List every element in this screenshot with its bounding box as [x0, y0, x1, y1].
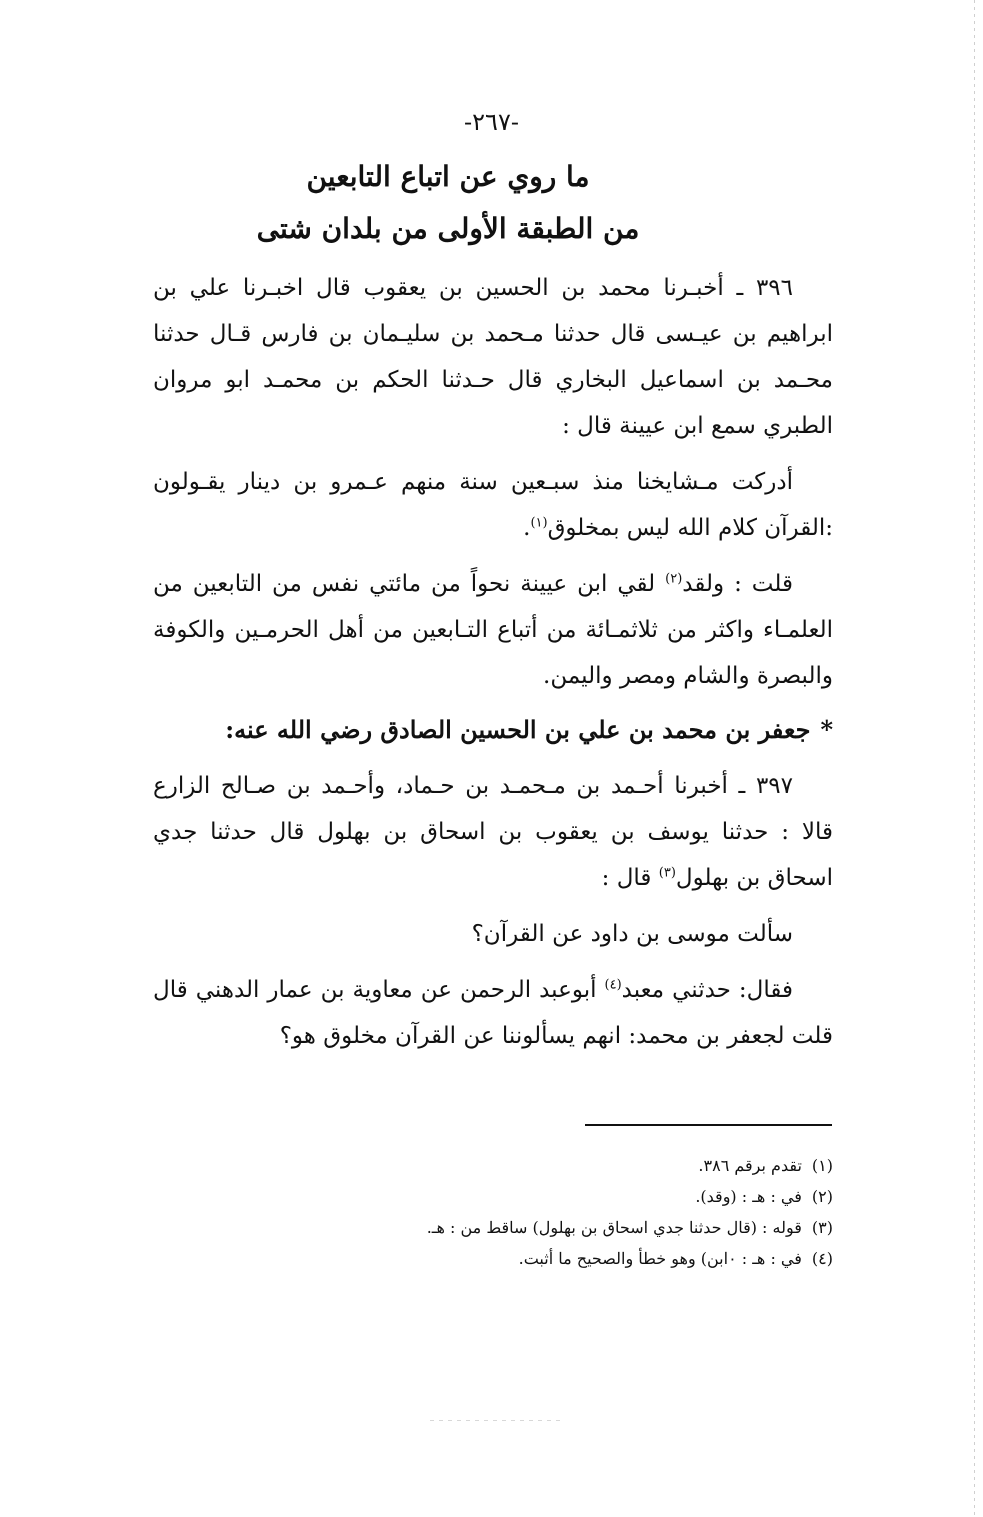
footnote-ref-4: (٤)	[604, 977, 622, 993]
footnote-ref-1: (١)	[530, 515, 548, 531]
paragraph-397	[153, 763, 833, 901]
quote-end: .	[523, 515, 531, 541]
footnote-number: (٢)	[811, 1187, 833, 1206]
scan-smudge	[430, 1420, 560, 1421]
faqal-text-rest: أبوعبد الرحمن عن معاوية بن عمار الدهني قال قلت لجعفر بن محمد: انهم يسألوننا عن القرآن مخلوق هو؟	[153, 977, 833, 1049]
qult-text-rest: لقي ابن عيينة نحواً من مائتي نفس من التابعين من العلمـاء واكثر من ثلاثمـائة من أتباع التـابعين من أهل الحرمـين والكوفة والبصرة والشام ومصر واليمن.	[153, 571, 833, 689]
paragraph-396-text: ٣٩٦ ـ أخبـرنا محمد بن الحسين بن يعقوب قال اخبـرنا علي بن ابراهيم بن عيـسى قال حدثنا مـحمد بن سليـمان بن فارس قـال حدثنا محـمد بن اسماعيل البخاري قال حـدثنا الحكم بن محمـد ابو مروان الطبري سمع ابن عيينة قال :	[153, 275, 833, 439]
footnotes	[153, 1150, 833, 1274]
quote-paragraph	[153, 459, 833, 551]
footnote-number: (١)	[811, 1156, 833, 1175]
scan-edge-mark	[974, 0, 975, 1517]
footnote-item	[153, 1243, 833, 1274]
main-text	[153, 265, 833, 1059]
faqal-text-start: فقال: حدثني معبد	[621, 977, 793, 1003]
footnote-ref-3: (٣)	[658, 865, 676, 881]
footnote-ref-2: (٢)	[665, 571, 683, 587]
qult-text-start: قلت : ولقد	[682, 571, 793, 597]
paragraph-397-text: ٣٩٧ ـ أخبرنا أحـمد بن مـحمـد بن حـماد، وأحـمد بن صـالح الزارع قالا : حدثنا يوسف بن يعقوب بن اسحاق بن بهلول قال حدثنا جدي اسحاق بن بهلول	[153, 773, 833, 891]
question-text: سألت موسى بن داود عن القرآن؟	[471, 921, 793, 947]
footnote-item	[153, 1212, 833, 1243]
footnote-text: قوله : (قال حدثنا جدي اسحاق بن بهلول) ساقط من : هـ.	[426, 1218, 802, 1237]
question-paragraph	[153, 911, 833, 957]
chapter-subheading: من الطبقة الأولى من بلدان شتى	[256, 212, 640, 245]
star-marker: *	[820, 715, 833, 744]
footnote-text: في : هـ : (وقد).	[695, 1187, 802, 1206]
footnote-number: (٤)	[811, 1249, 833, 1268]
section-subheading-text: جعفر بن محمد بن علي بن الحسين الصادق رضي الله عنه:	[225, 715, 811, 744]
footnote-separator	[585, 1124, 832, 1126]
footnote-number: (٣)	[811, 1218, 833, 1237]
footnote-text: في : هـ : ٠ابن) وهو خطأ والصحيح ما أثبت.	[518, 1249, 802, 1268]
chapter-heading: ما روي عن اتباع التابعين	[306, 160, 590, 193]
section-subheading	[153, 707, 833, 753]
page-number: -٢٦٧-	[464, 108, 519, 136]
footnote-item	[153, 1150, 833, 1181]
qult-paragraph	[153, 561, 833, 699]
faqal-paragraph	[153, 967, 833, 1059]
paragraph-397-end: قال :	[601, 865, 659, 891]
footnote-item	[153, 1181, 833, 1212]
paragraph-396	[153, 265, 833, 449]
quote-text: أدركت مـشايخنا منذ سبـعين سنة منهم عـمرو بن دينار يقـولون :القرآن كلام الله ليس بمخلوق	[153, 469, 833, 541]
footnote-text: تقدم برقم ٣٨٦.	[698, 1156, 802, 1175]
